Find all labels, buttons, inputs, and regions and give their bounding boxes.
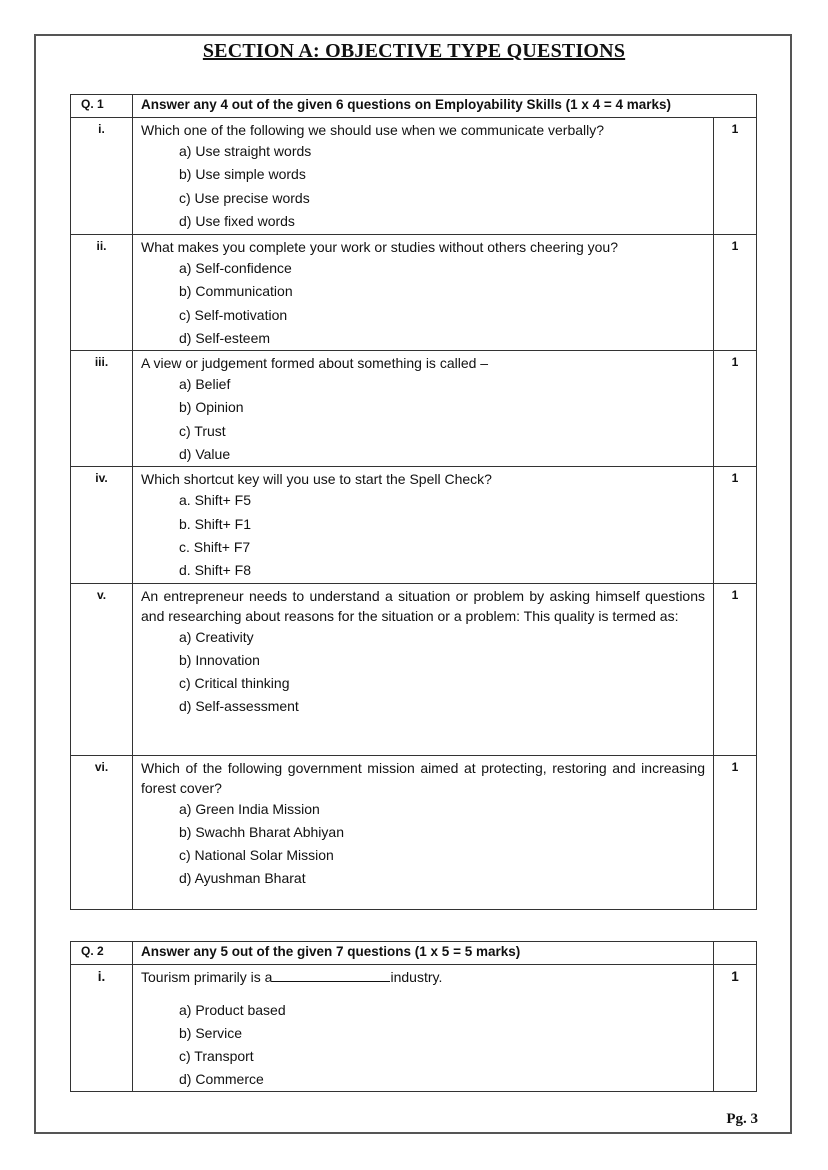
option: a) Creativity <box>179 628 254 645</box>
question-row <box>71 965 757 1092</box>
option: b) Swachh Bharat Abhiyan <box>179 823 344 840</box>
question-2-header-row <box>71 942 757 965</box>
marks: 1 <box>714 755 757 909</box>
option: b) Service <box>179 1025 243 1041</box>
option: b. Shift+ F1 <box>179 515 251 532</box>
question-row <box>71 351 757 467</box>
option: c) Trust <box>179 422 226 439</box>
fill-in-blank <box>272 967 390 982</box>
question-text <box>141 967 705 987</box>
item-number: i. <box>71 965 133 1092</box>
question-row <box>71 235 757 351</box>
question-cell <box>133 583 714 755</box>
marks: 1 <box>714 583 757 755</box>
option: d) Ayushman Bharat <box>179 870 306 887</box>
option: b) Innovation <box>179 651 260 668</box>
option: c) National Solar Mission <box>179 847 334 864</box>
question-row <box>71 118 757 235</box>
option: a) Use straight words <box>179 143 312 159</box>
option: d) Use fixed words <box>179 212 295 229</box>
option: c. Shift+ F7 <box>179 538 251 555</box>
item-number: ii. <box>71 235 133 351</box>
header-marks-cell <box>714 942 757 965</box>
question-text: Which of the following government mission aimed at protecting, restoring and increasing forest cover? <box>141 759 705 796</box>
question-text: Which one of the following we should use when we communicate verbally? <box>141 122 605 138</box>
option: c) Self-motivation <box>179 306 288 323</box>
marks: 1 <box>714 118 757 235</box>
option: d) Self-assessment <box>179 698 299 715</box>
question-1-header-row <box>71 95 757 118</box>
marks: 1 <box>714 965 757 1092</box>
question-cell <box>133 351 714 467</box>
option: d) Commerce <box>179 1071 264 1087</box>
question-cell <box>133 755 714 909</box>
marks: 1 <box>714 235 757 351</box>
question-text: What makes you complete your work or studies without others cheering you? <box>141 239 619 255</box>
option: d) Self-esteem <box>179 329 271 346</box>
marks: 1 <box>714 351 757 467</box>
question-text: A view or judgement formed about something is called – <box>141 355 489 372</box>
option: b) Opinion <box>179 399 244 416</box>
question-row <box>71 755 757 909</box>
item-number: iii. <box>71 351 133 467</box>
option: a) Self-confidence <box>179 260 292 276</box>
question-text-after-blank: industry. <box>390 969 443 985</box>
question-cell <box>133 965 714 1092</box>
option: a) Product based <box>179 1002 286 1018</box>
option: a) Belief <box>179 376 231 393</box>
option: c) Use precise words <box>179 189 310 206</box>
question-text: Which shortcut key will you use to start the Spell Check? <box>141 471 492 488</box>
option: c) Critical thinking <box>179 675 290 692</box>
marks: 1 <box>714 467 757 583</box>
question-row <box>71 583 757 755</box>
question-cell <box>133 118 714 235</box>
question-cell <box>133 235 714 351</box>
question-instruction: Answer any 5 out of the given 7 questions (1 x 5 = 5 marks) <box>133 942 714 965</box>
item-number: iv. <box>71 467 133 583</box>
question-number: Q. 2 <box>71 942 133 965</box>
item-number: i. <box>71 118 133 235</box>
question-instruction: Answer any 4 out of the given 6 questions on Employability Skills (1 x 4 = 4 marks) <box>133 95 757 118</box>
page-number: Pg. 3 <box>726 1111 758 1127</box>
option: b) Communication <box>179 283 293 300</box>
item-number: vi. <box>71 755 133 909</box>
question-row <box>71 467 757 583</box>
question-2-table <box>70 941 757 1092</box>
question-text: An entrepreneur needs to understand a situation or problem by asking himself questions and researching about reasons for the situation or a problem: This quality is termed as: <box>141 587 705 624</box>
option: a) Green India Mission <box>179 800 320 817</box>
question-text-before-blank: Tourism primarily is a <box>141 969 273 985</box>
question-number: Q. 1 <box>71 95 133 118</box>
option: c) Transport <box>179 1048 254 1064</box>
option: b) Use simple words <box>179 166 306 183</box>
question-1-table <box>70 94 757 910</box>
option: a. Shift+ F5 <box>179 492 251 509</box>
section-title: SECTION A: OBJECTIVE TYPE QUESTIONS <box>202 40 626 62</box>
option: d. Shift+ F8 <box>179 562 251 579</box>
question-cell <box>133 467 714 583</box>
option: d) Value <box>179 446 231 463</box>
item-number: v. <box>71 583 133 755</box>
